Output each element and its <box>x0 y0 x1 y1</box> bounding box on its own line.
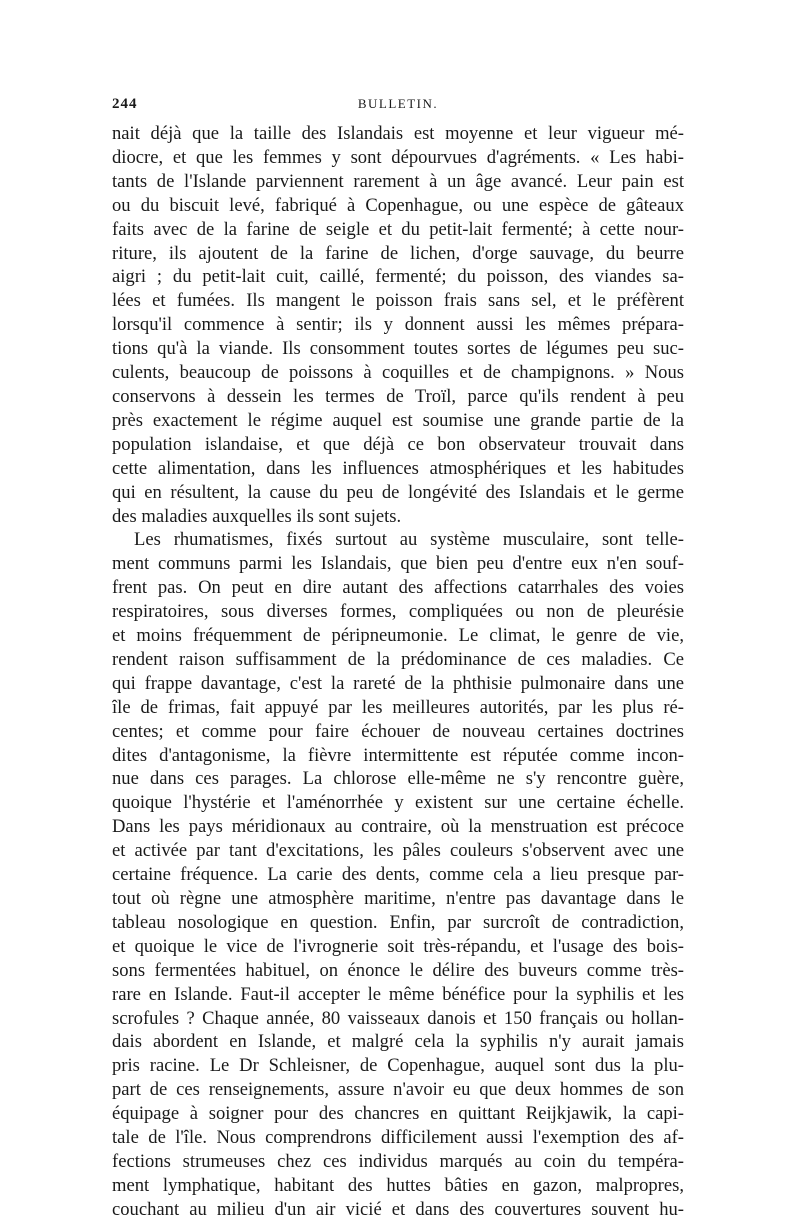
text-line: couchant au milieu d'un air vicié et dans des couvertures souvent hu- <box>112 1198 684 1220</box>
text-line: équipage à soigner pour des chancres en quittant Reijkjawik, la capi- <box>112 1103 684 1125</box>
text-line: qui frappe davantage, c'est la rareté de la phthisie pulmonaire dans une <box>112 672 684 694</box>
text-line: centes; et comme pour faire échouer de nouveau certaines doctrines <box>112 720 684 742</box>
text-line: et quoique le vice de l'ivrognerie soit très-répandu, et l'usage des bois- <box>112 935 684 957</box>
text-line: rendent raison suffisamment de la prédominance de ces maladies. Ce <box>112 648 684 670</box>
text-line: pris racine. Le Dr Schleisner, de Copenhague, auquel sont dus la plu- <box>112 1055 684 1077</box>
text-line: tions qu'à la viande. Ils consomment toutes sortes de légumes peu suc- <box>112 338 684 360</box>
text-line: part de ces renseignements, assure n'avoir eu que deux hommes de son <box>112 1079 684 1101</box>
text-line: conservons à dessein les termes de Troïl, parce qu'ils rendent à peu <box>112 385 684 407</box>
text-line: diocre, et que les femmes y sont dépourvues d'agréments. « Les habi- <box>112 146 684 168</box>
text-line: lées et fumées. Ils mangent le poisson frais sans sel, et le préfèrent <box>112 290 684 312</box>
text-line: des maladies auxquelles ils sont sujets. <box>112 505 402 527</box>
text-line: aigri ; du petit-lait cuit, caillé, fermenté; du poisson, des viandes sa- <box>112 266 684 288</box>
text-line: ou du biscuit levé, fabriqué à Copenhague, ou une espèce de gâteaux <box>112 194 684 216</box>
text-line: lorsqu'il commence à sentir; ils y donnent aussi les mêmes prépara- <box>112 314 684 336</box>
book-page <box>112 96 684 1222</box>
text-line: nue dans ces parages. La chlorose elle-même ne s'y rencontre guère, <box>112 768 684 790</box>
text-line: dais abordent en Islande, et malgré cela la syphilis n'y aurait jamais <box>112 1031 684 1053</box>
text-line: tale de l'île. Nous comprendrons difficilement aussi l'exemption des af- <box>112 1127 684 1149</box>
text-line: tout où règne une atmosphère maritime, n'entre pas davantage dans le <box>112 888 684 909</box>
text-line: qui en résultent, la cause du peu de longévité des Islandais et le germe <box>112 481 684 503</box>
text-line: frent pas. On peut en dire autant des affections catarrhales des voies <box>112 577 684 599</box>
text-line: faits avec de la farine de seigle et du petit-lait fermenté; à cette nour- <box>112 218 684 240</box>
text-line: cette alimentation, dans les influences atmosphériques et les habitudes <box>112 457 684 479</box>
text-line: Dans les pays méridionaux au contraire, où la menstruation est précoce <box>112 816 684 838</box>
text-line: dites d'antagonisme, la fièvre intermittente est réputée comme incon- <box>112 744 684 766</box>
running-title: BULLETIN. <box>357 96 439 111</box>
body-text <box>112 122 684 1222</box>
text-line: Les rhumatismes, fixés surtout au système musculaire, sont telle- <box>134 529 684 551</box>
text-line: riture, ils ajoutent de la farine de lichen, d'orge sauvage, du beurre <box>112 242 684 264</box>
text-line: respiratoires, sous diverses formes, compliquées ou non de pleurésie <box>112 601 684 623</box>
text-line: culents, beaucoup de poissons à coquilles et de champignons. » Nous <box>112 362 684 384</box>
text-line: ment communs parmi les Islandais, que bien peu d'entre eux n'en souf- <box>112 553 684 575</box>
text-line: scrofules ? Chaque année, 80 vaisseaux danois et 150 français ou hollan- <box>112 1007 684 1029</box>
text-line: quoique l'hystérie et l'aménorrhée y existent sur une certaine échelle. <box>112 792 684 814</box>
text-line: ment lymphatique, habitant des huttes bâties en gazon, malpropres, <box>112 1174 684 1196</box>
text-line: île de frimas, fait appuyé par les meilleures autorités, par les plus ré- <box>112 696 684 718</box>
text-line: sons fermentées habituel, on énonce le délire des buveurs comme très- <box>112 959 684 981</box>
text-line: population islandaise, et que déjà ce bon observateur trouvait dans <box>112 433 684 455</box>
running-head <box>112 96 684 122</box>
text-line: tants de l'Islande parviennent rarement à un âge avancé. Leur pain est <box>112 170 684 192</box>
text-line: tableau nosologique en question. Enfin, par surcroît de contradiction, <box>112 911 684 933</box>
text-line: certaine fréquence. La carie des dents, comme cela a lieu presque par- <box>112 864 684 886</box>
text-line: nait déjà que la taille des Islandais est moyenne et leur vigueur mé- <box>112 123 684 144</box>
page-number: 244 <box>112 96 138 112</box>
text-line: près exactement le régime auquel est soumise une grande partie de la <box>112 409 684 431</box>
text-line: fections strumeuses chez ces individus marqués au coin du tempéra- <box>112 1150 684 1172</box>
text-line: et moins fréquemment de péripneumonie. Le climat, le genre de vie, <box>112 625 684 647</box>
text-line: et activée par tant d'excitations, les pâles couleurs s'observent avec une <box>112 840 684 862</box>
text-line: rare en Islande. Faut-il accepter le même bénéfice pour la syphilis et les <box>112 983 684 1005</box>
